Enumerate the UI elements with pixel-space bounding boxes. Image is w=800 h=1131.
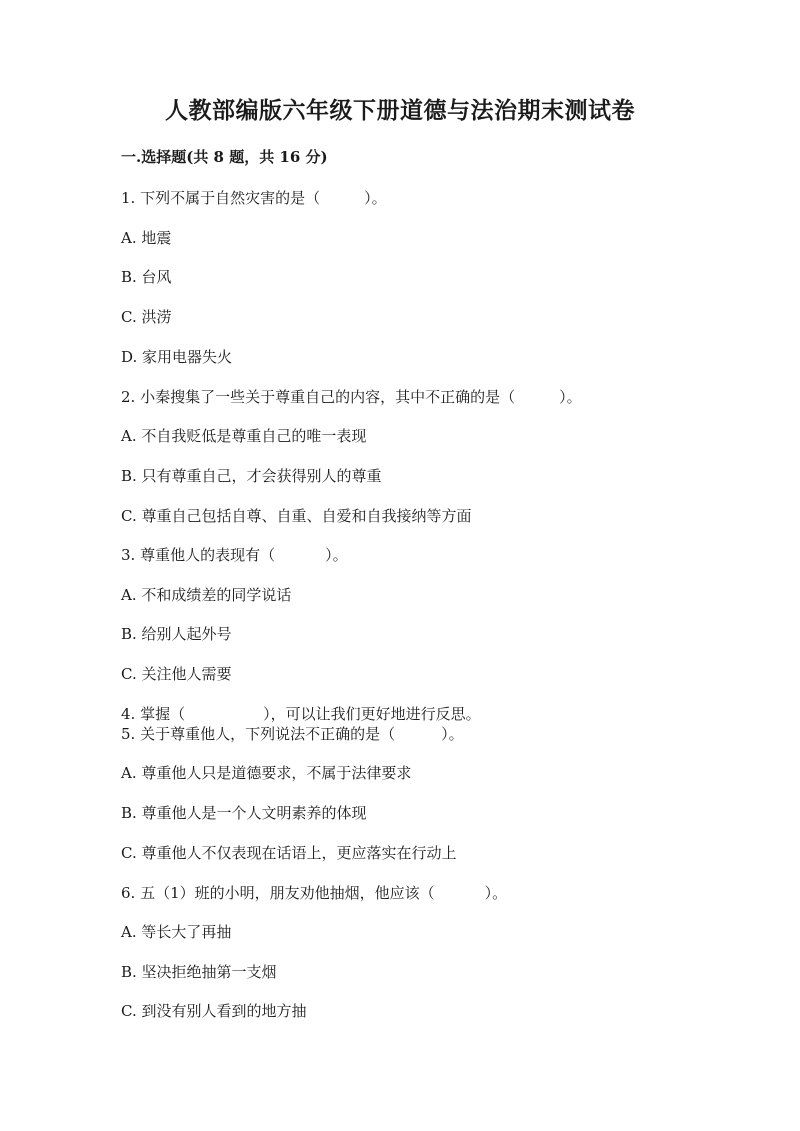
question-3-option-a: A. 不和成绩差的同学说话	[121, 586, 292, 604]
question-1-option-c: C. 洪涝	[121, 308, 172, 326]
question-3-option-c: C. 关注他人需要	[121, 665, 232, 683]
question-2-option-c: C. 尊重自己包括自尊、自重、自爱和自我接纳等方面	[121, 507, 472, 525]
question-6-option-c: C. 到没有别人看到的地方抽	[121, 1002, 307, 1020]
question-5-stem	[121, 723, 464, 745]
page-title: 人教部编版六年级下册道德与法治期末测试卷	[165, 97, 635, 124]
question-6-stem	[121, 882, 507, 904]
question-stem-text: 3. 尊重他人的表现有（	[121, 546, 276, 564]
question-6-option-b: B. 坚决拒绝抽第一支烟	[121, 963, 277, 981]
question-stem-text: ）。	[559, 388, 582, 406]
question-stem-text: 6. 五（1）班的小明，朋友劝他抽烟，他应该（	[121, 884, 435, 902]
section-heading: 一.选择题(共 8 题，共 16 分)	[121, 148, 328, 166]
question-2-option-b: B. 只有尊重自己，才会获得别人的尊重	[121, 467, 382, 485]
question-stem-text: 1. 下列不属于自然灾害的是（	[121, 189, 321, 207]
question-5-option-c: C. 尊重他人不仅表现在话语上，更应落实在行动上	[121, 844, 457, 862]
question-2-option-a: A. 不自我贬低是尊重自己的唯一表现	[121, 427, 367, 445]
question-2-stem	[121, 386, 582, 408]
question-1-option-a: A. 地震	[121, 229, 172, 247]
question-stem-text: 5. 关于尊重他人，下列说法不正确的是（	[121, 725, 396, 743]
question-1-stem	[121, 187, 387, 209]
question-stem-text: ）。	[325, 546, 348, 564]
question-6-option-a: A. 等长大了再抽	[121, 923, 232, 941]
question-1-option-d: D. 家用电器失火	[121, 348, 233, 366]
question-1-option-b: B. 台风	[121, 268, 172, 286]
question-3-stem	[121, 544, 348, 566]
question-3-option-b: B. 给别人起外号	[121, 625, 232, 643]
question-stem-text: ）。	[441, 725, 464, 743]
question-5-option-b: B. 尊重他人是一个人文明素养的体现	[121, 804, 367, 822]
question-stem-text: 4. 掌握（	[121, 705, 186, 723]
question-stem-text: ）。	[364, 189, 387, 207]
question-stem-text: ），可以让我们更好地进行反思。	[263, 705, 481, 723]
question-stem-text: 2. 小秦搜集了一些关于尊重自己的内容，其中不正确的是（	[121, 388, 516, 406]
question-4-stem	[121, 703, 481, 725]
question-5-option-a: A. 尊重他人只是道德要求，不属于法律要求	[121, 764, 412, 782]
question-stem-text: ）。	[484, 884, 508, 902]
